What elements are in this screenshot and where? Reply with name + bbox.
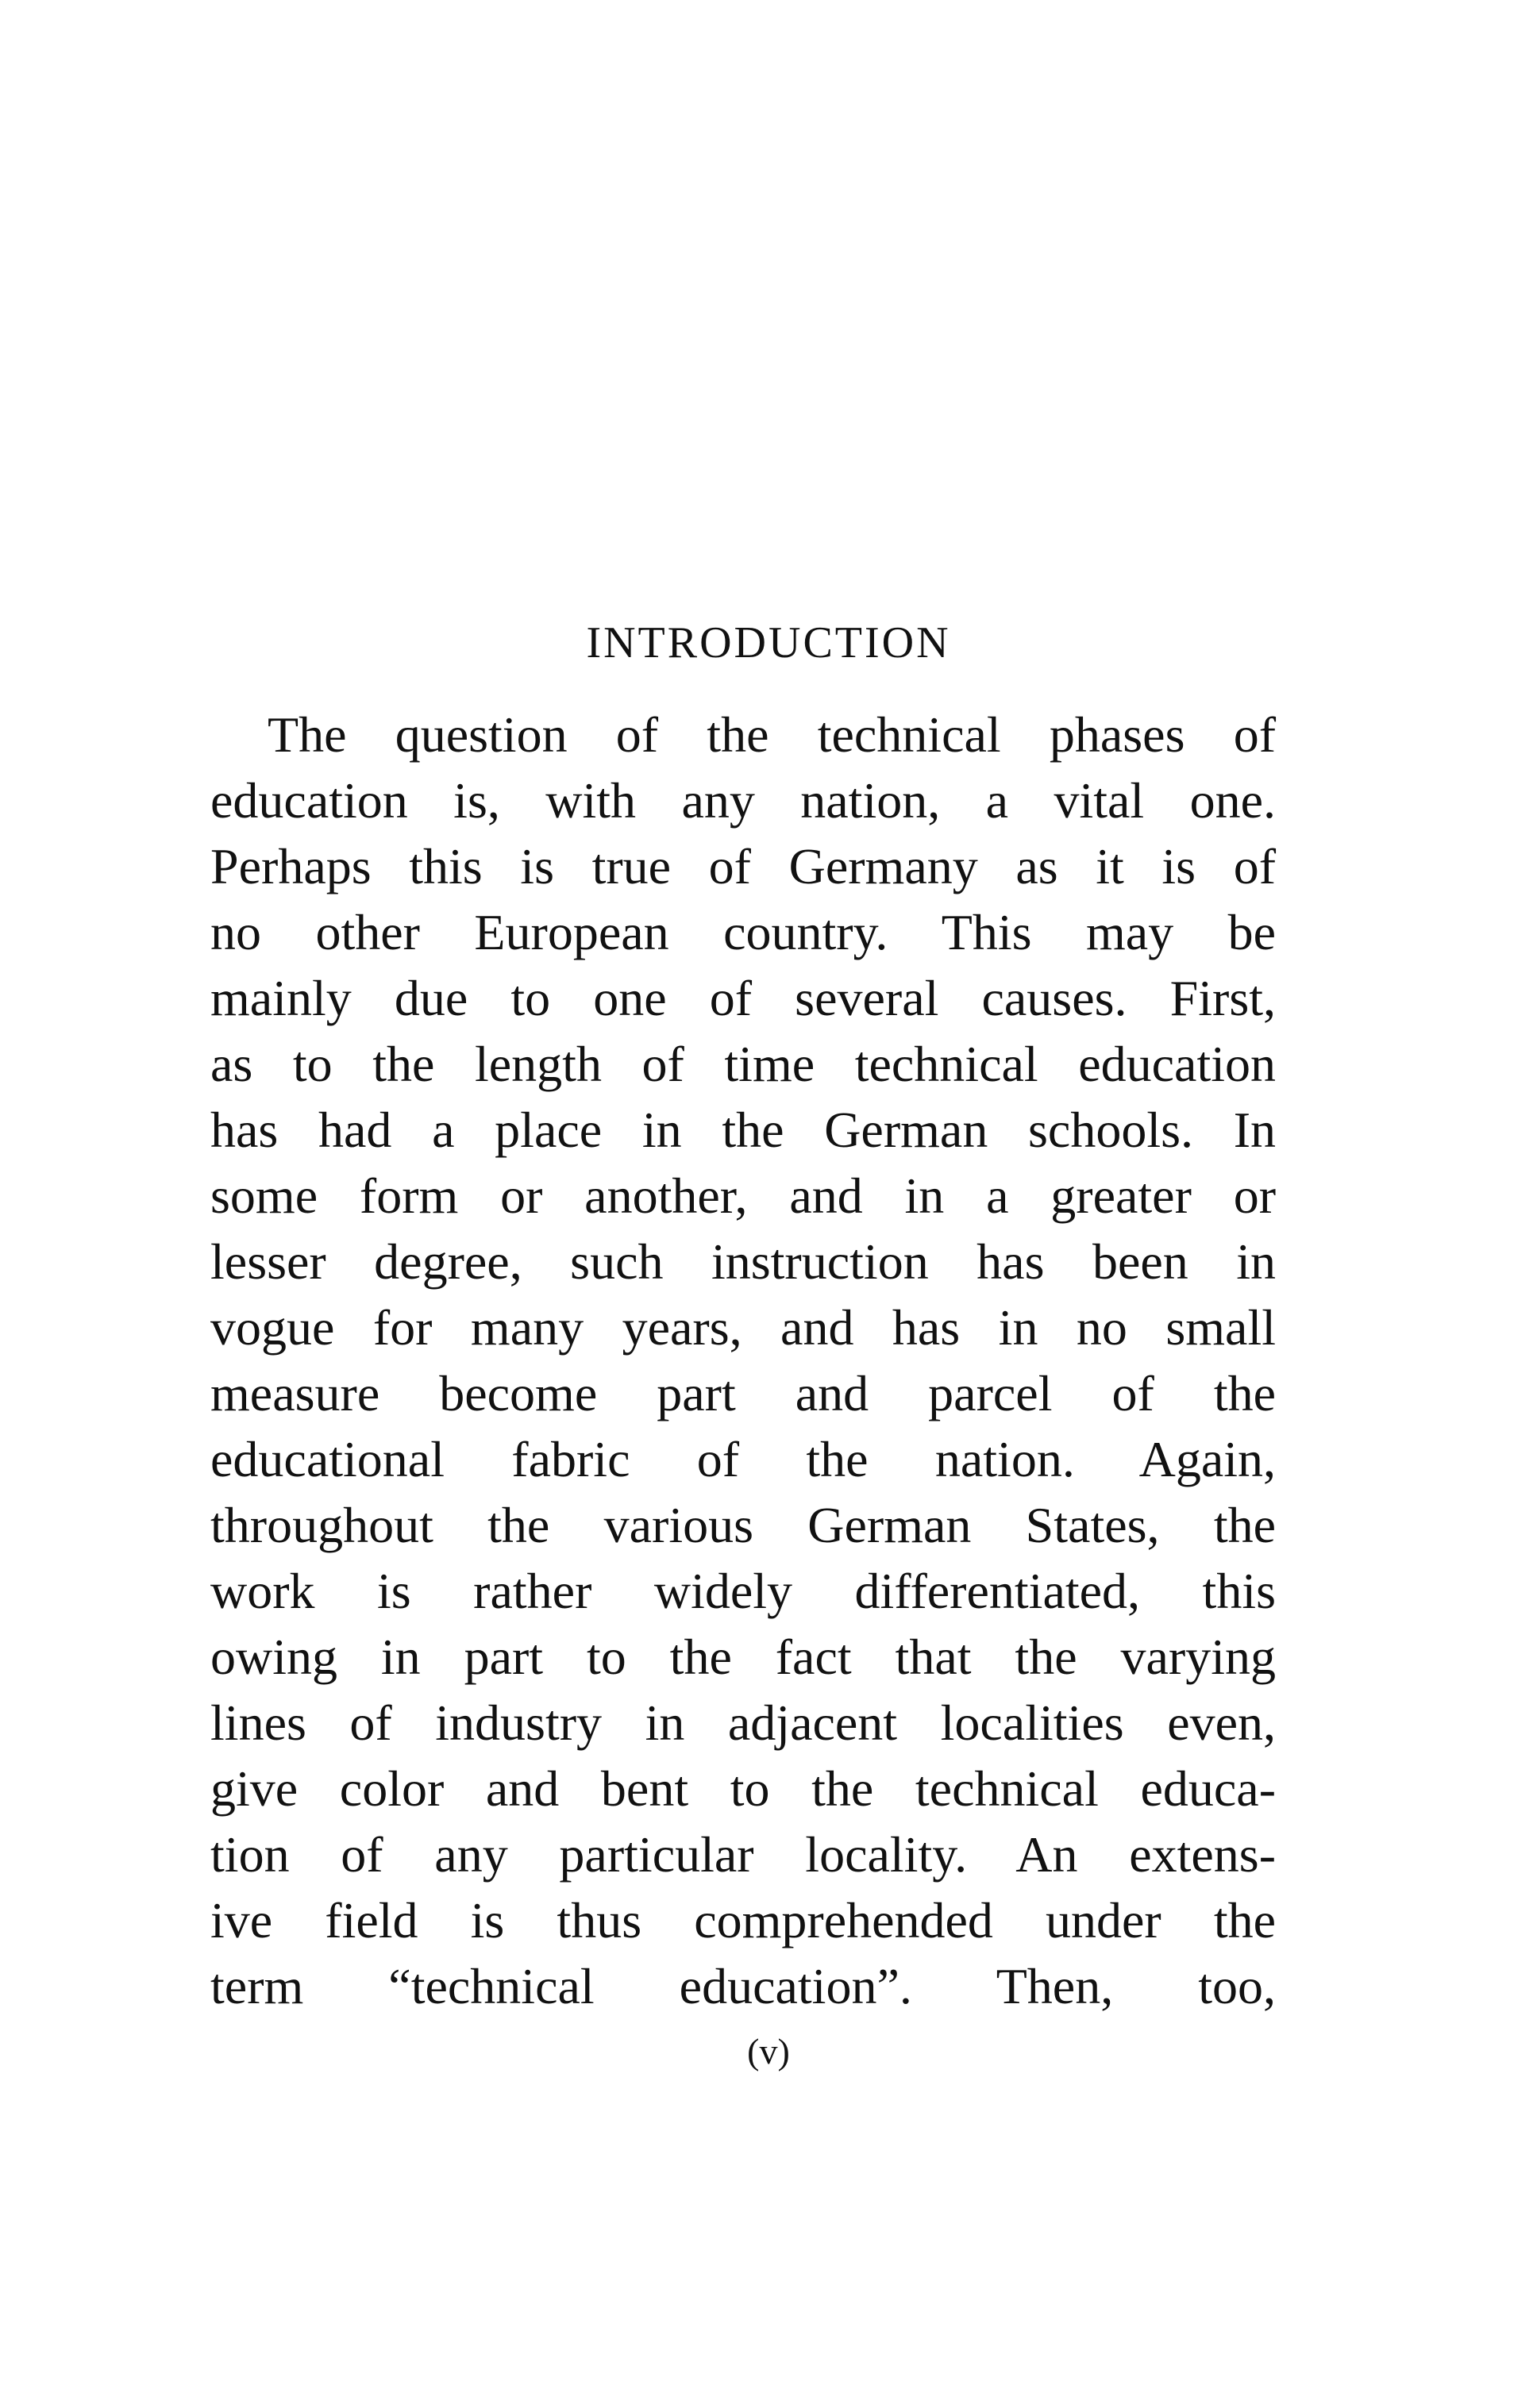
text-line: lines of industry in adjacent localities even, <box>210 1694 1276 1751</box>
text-line: tion of any particular locality. An extens- <box>210 1826 1276 1883</box>
page-number: (v) <box>747 2031 790 2071</box>
text-line: give color and bent to the technical educa- <box>210 1760 1276 1817</box>
text-line: education is, with any nation, a vital one. <box>210 772 1276 829</box>
text-line: mainly due to one of several causes. First, <box>210 970 1276 1026</box>
text-line: as to the length of time technical education <box>210 1036 1276 1092</box>
text-line: work is rather widely differentiated, this <box>210 1563 1276 1619</box>
text-line: lesser degree, such instruction has been in <box>210 1233 1276 1290</box>
body-text <box>210 702 1276 2019</box>
text-line: ive field is thus comprehended under the <box>210 1892 1276 1948</box>
text-line: The question of the technical phases of <box>268 706 1276 763</box>
text-line: educational fabric of the nation. Again, <box>210 1431 1276 1487</box>
text-line: throughout the various German States, the <box>210 1497 1276 1553</box>
text-line: has had a place in the German schools. In <box>210 1102 1276 1158</box>
text-line: measure become part and parcel of the <box>210 1365 1276 1421</box>
text-line: Perhaps this is true of Germany as it is of <box>210 838 1276 894</box>
text-line: vogue for many years, and has in no small <box>210 1299 1276 1356</box>
text-line: owing in part to the fact that the varying <box>210 1629 1276 1685</box>
text-line: term “technical education”. Then, too, <box>210 1958 1276 2014</box>
text-line: no other European country. This may be <box>210 904 1276 960</box>
text-line: some form or another, and in a greater or <box>210 1167 1276 1224</box>
chapter-title: INTRODUCTION <box>586 618 951 667</box>
